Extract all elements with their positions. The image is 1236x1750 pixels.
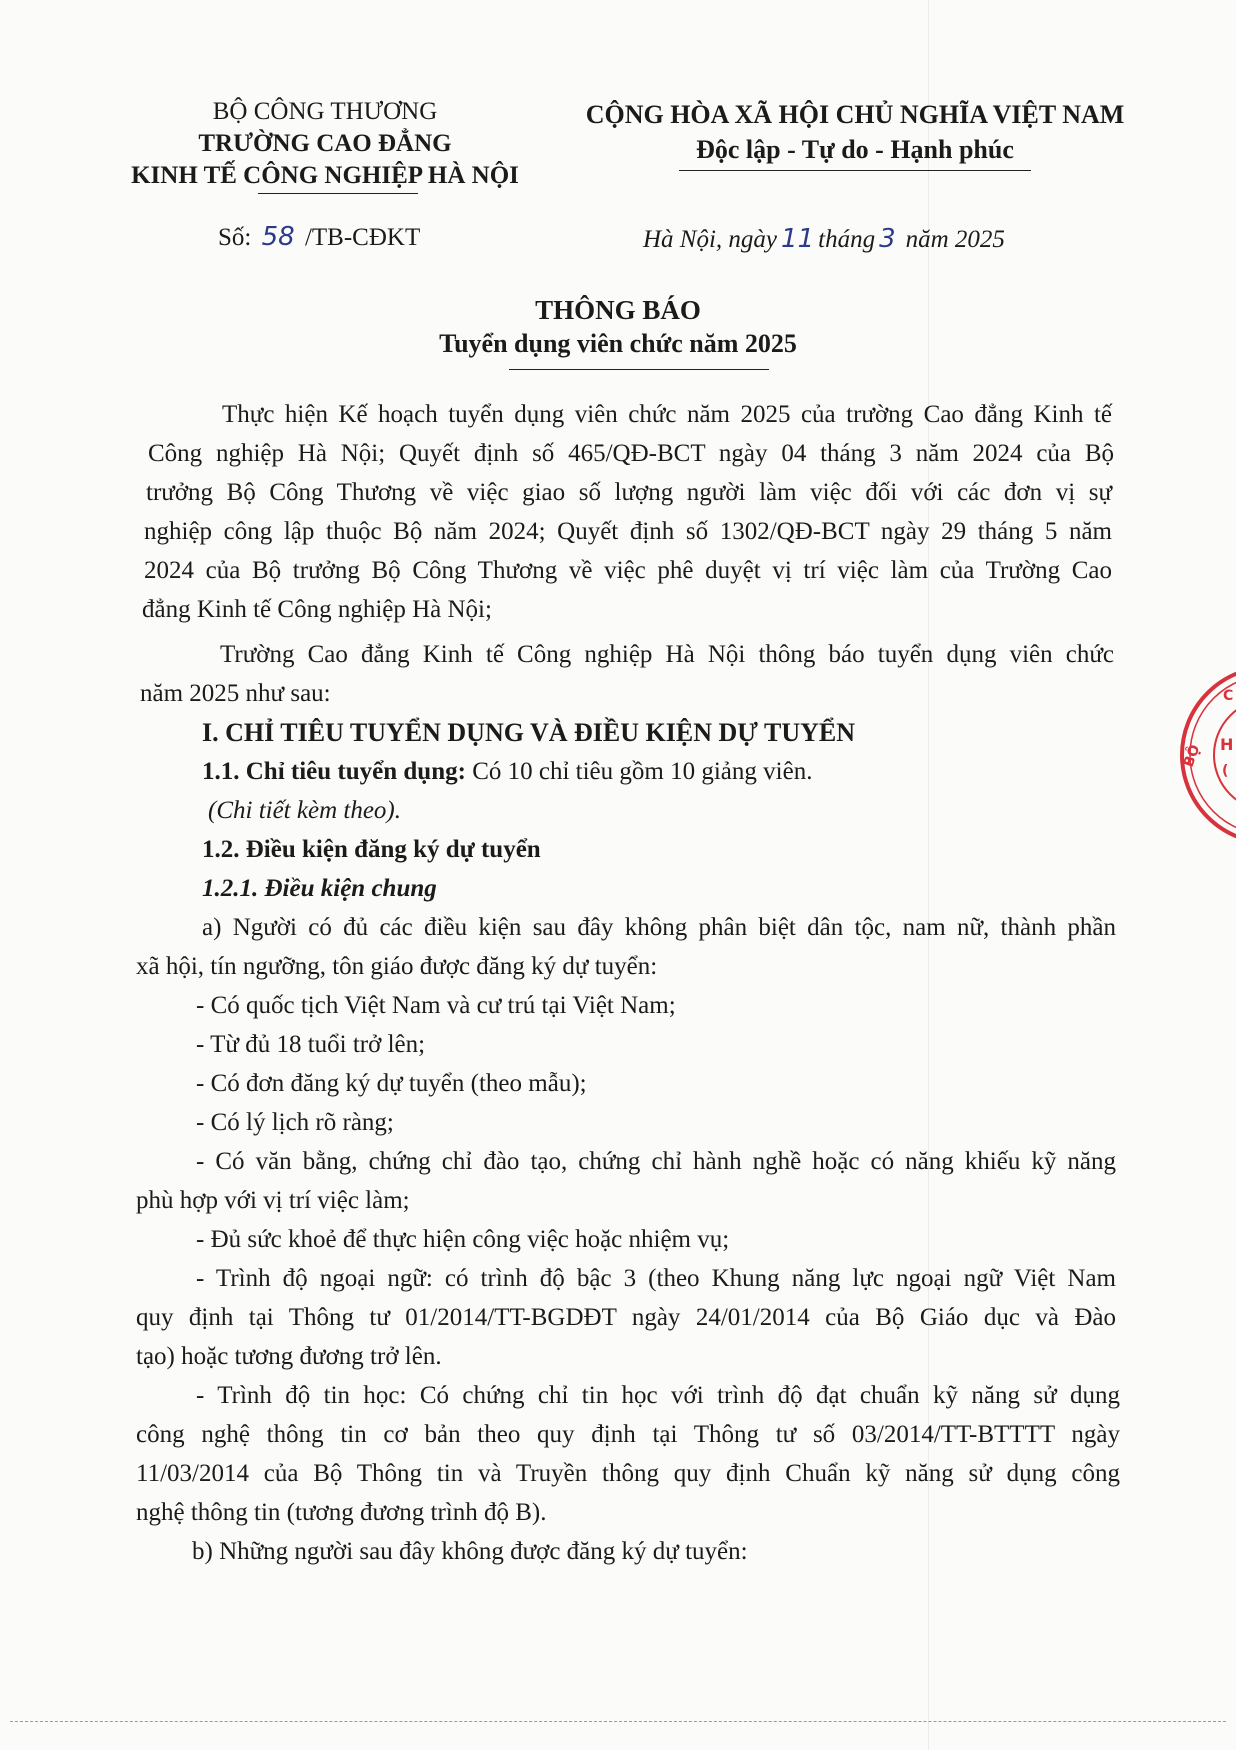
national-motto: Độc lập - Tự do - Hạnh phúc [696,135,1014,164]
list-item: - Có đơn đăng ký dự tuyển (theo mẫu); [196,1070,587,1097]
list-item: nghệ thông tin (tương đương trình độ B). [136,1499,547,1526]
intro-line: đẳng Kinh tế Công nghiệp Hà Nội; [142,596,492,623]
school-name-line2: KINH TẾ CÔNG NGHIỆP HÀ NỘI [131,162,519,189]
list-item: - Có quốc tịch Việt Nam và cư trú tại Việt Nam; [196,992,676,1019]
date-prefix: Hà Nội, ngày [643,226,778,253]
date-month-handwritten: 3 [879,224,896,254]
school-name-line1: TRƯỜNG CAO ĐẲNG [198,130,452,157]
issue-date [643,224,1005,254]
number-suffix: /TB-CĐKT [304,224,421,251]
condition-line: xã hội, tín ngưỡng, tôn giáo được đăng ký dự tuyển: [136,953,658,980]
subsection-heading: 1.2.1. Điều kiện chung [202,875,437,902]
ministry-name: BỘ CÔNG THƯƠNG [212,98,438,125]
notice-subtitle: Tuyển dụng viên chức năm 2025 [439,329,797,358]
section-heading: I. CHỈ TIÊU TUYỂN DỤNG VÀ ĐIỀU KIỆN DỰ TUYỂN [202,718,856,747]
quota-line [202,752,812,791]
list-item: - Từ đủ 18 tuổi trở lên; [196,1031,426,1058]
subtitle-underline [509,369,769,370]
intro-line: 2024 của Bộ trưởng Bộ Công Thương về việc phê duyệt vị trí việc làm của Trường Cao [144,557,1112,584]
list-item: - Có văn bằng, chứng chỉ đào tạo, chứng chỉ hành nghề hoặc có năng khiếu kỹ năng [196,1148,1116,1175]
date-year: năm 2025 [905,226,1005,253]
republic-title: CỘNG HÒA XÃ HỘI CHỦ NGHĨA VIỆT NAM [585,100,1125,129]
intro-line: Trường Cao đẳng Kinh tế Công nghiệp Hà Nội thông báo tuyển dụng viên chức [220,641,1114,668]
list-item: - Có lý lịch rõ ràng; [196,1109,394,1136]
svg-text:BỘ: BỘ [1180,742,1204,770]
quota-label: 1.1. Chỉ tiêu tuyển dụng: [202,758,466,785]
intro-line: trưởng Bộ Công Thương về việc giao số lượng người làm việc đối với các đơn vị sự [146,479,1112,506]
list-item: 11/03/2014 của Bộ Thông tin và Truyền thông quy định Chuẩn kỹ năng sử dụng công [136,1460,1120,1487]
list-item: công nghệ thông tin cơ bản theo quy định tại Thông tư số 03/2014/TT-BTTTT ngày [136,1421,1120,1448]
notice-body [136,395,1120,1715]
condition-line: a) Người có đủ các điều kiện sau đây không phân biệt dân tộc, nam nữ, thành phần [202,914,1116,941]
list-item: tạo) hoặc tương đương trở lên. [136,1343,442,1370]
intro-line: nghiệp công lập thuộc Bộ năm 2024; Quyết định số 1302/QĐ-BCT ngày 29 tháng 5 năm [144,518,1112,545]
exclusion-heading: b) Những người sau đây không được đăng ký dự tuyển: [192,1538,748,1565]
list-item: - Trình độ ngoại ngữ: có trình độ bậc 3 (theo Khung năng lực ngoại ngữ Việt Nam [196,1265,1116,1292]
subsection-heading: 1.2. Điều kiện đăng ký dự tuyển [202,836,541,863]
date-day-handwritten: 11 [781,224,815,254]
svg-text:(: ( [1222,763,1229,779]
official-seal-fragment [1175,660,1236,850]
page-bottom-border [10,1721,1226,1722]
intro-line: Công nghiệp Hà Nội; Quyết định số 465/QĐ-BCT ngày 04 tháng 3 năm 2024 của Bộ [148,440,1114,467]
list-item: phù hợp với vị trí việc làm; [136,1187,410,1214]
svg-text:H: H [1220,735,1234,754]
list-item: - Trình độ tin học: Có chứng chỉ tin học với trình độ đạt chuẩn kỹ năng sử dụng [196,1382,1120,1409]
number-handwritten: 58 [261,222,295,252]
motto-underline [679,170,1031,171]
number-prefix: Số: [218,224,252,251]
list-item: quy định tại Thông tư 01/2014/TT-BGDĐT ngày 24/01/2014 của Bộ Giáo dục và Đào [136,1304,1116,1331]
left-header-underline [258,193,418,194]
intro-line: Thực hiện Kế hoạch tuyển dụng viên chức năm 2025 của trường Cao đẳng Kinh tế [222,401,1112,428]
document-number [218,222,420,252]
quota-note: (Chi tiết kèm theo). [208,797,401,824]
svg-text:C: C [1223,688,1234,704]
quota-text: Có 10 chỉ tiêu gồm 10 giảng viên. [465,758,813,785]
date-month-label: tháng [818,226,876,253]
notice-title: THÔNG BÁO [535,295,701,325]
intro-line: năm 2025 như sau: [140,680,331,707]
list-item: - Đủ sức khoẻ để thực hiện công việc hoặc nhiệm vụ; [196,1226,730,1253]
